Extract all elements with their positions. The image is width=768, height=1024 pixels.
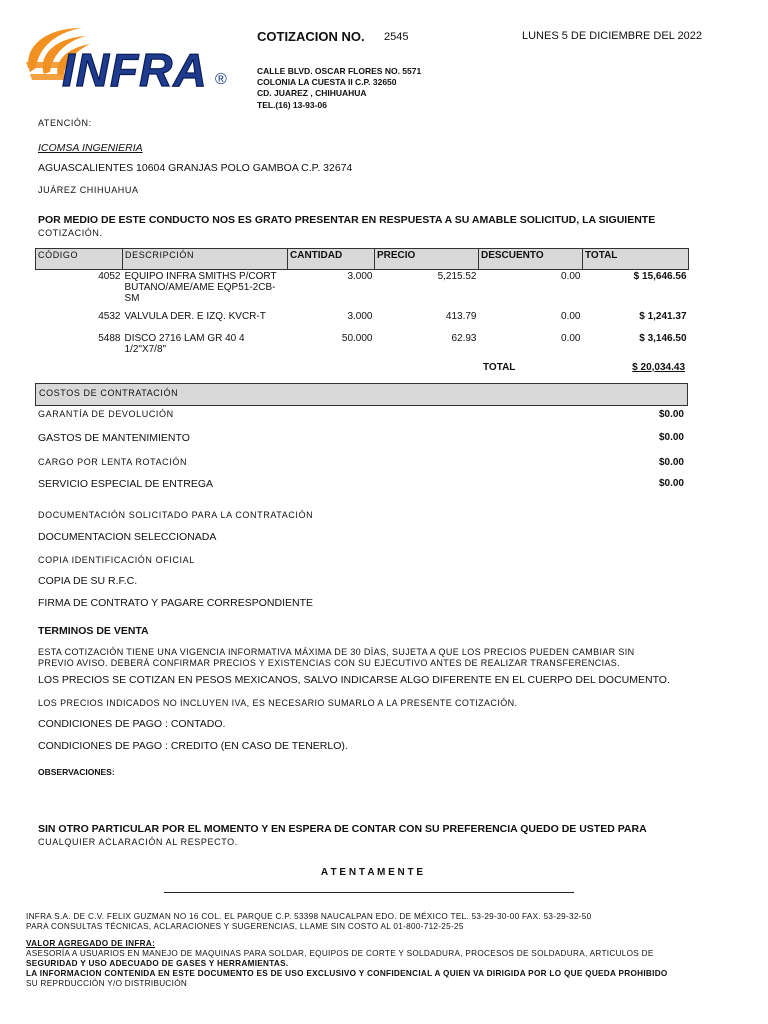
footer-contact: PARA CONSULTAS TÉCNICAS, ACLARACIONES Y SUGERENCIAS, LLAME SIN COSTO AL 01-800-712-25-25 xyxy=(26,922,464,931)
cost-value: $0.00 xyxy=(658,409,684,420)
branch-address xyxy=(257,66,421,111)
item-discount: 0.00 xyxy=(561,310,581,322)
item-discount: 0.00 xyxy=(561,332,581,344)
attention-label: ATENCIÓN: xyxy=(38,118,92,128)
col-header-price: PRECIO xyxy=(375,249,479,270)
col-header-quantity: CANTIDAD xyxy=(288,249,375,270)
cost-row xyxy=(38,409,684,423)
documentation-item: DOCUMENTACION SELECCIONADA xyxy=(38,531,217,543)
closing-line: SIN OTRO PARTICULAR POR EL MOMENTO Y EN ESPERA DE CONTAR CON SU PREFERENCIA QUEDO DE USTED PARA xyxy=(38,823,647,835)
col-header-total: TOTAL xyxy=(583,249,689,270)
col-header-description: DESCRIPCIÓN xyxy=(123,249,288,270)
item-discount: 0.00 xyxy=(561,271,581,282)
cost-row xyxy=(38,457,684,471)
item-code: 5488 xyxy=(98,332,121,344)
footer-value-title: VALOR AGREGADO DE INFRA: xyxy=(26,939,156,948)
documentation-item: FIRMA DE CONTRATO Y PAGARE CORRESPONDIENTE xyxy=(38,597,313,609)
cost-label: SERVICIO ESPECIAL DE ENTREGA xyxy=(38,478,214,490)
terms-title: TERMINOS DE VENTA xyxy=(38,625,149,637)
cost-label: GASTOS DE MANTENIMIENTO xyxy=(38,432,190,444)
footer-confidential: LA INFORMACION CONTENIDA EN ESTE DOCUMENTO ES DE USO EXCLUSIVO Y CONFIDENCIAL A QUIEN VA DIRIGIDA POR LO QUE QUEDA PROHIBIDO xyxy=(26,969,668,978)
client-company: ICOMSA INGENIERIA xyxy=(38,142,143,154)
item-quantity: 50.000 xyxy=(341,332,373,344)
grand-total-label: TOTAL xyxy=(483,362,516,373)
cost-value: $0.00 xyxy=(658,478,684,489)
footer-company: INFRA S.A. DE C.V. FELIX GUZMAN NO 16 COL. EL PARQUE C.P. 53398 NAUCALPAN EDO. DE MÉXICO TEL. 53-29-30-00 FAX. 53-29-32-50 xyxy=(26,912,592,921)
terms-validity-line: ESTA COTIZACIÓN TIENE UNA VIGENCIA INFORMATIVA MÁXIMA DE 30 DÌAS, SUJETA A QUE LOS PRECIOS PUEDEN CAMBIAR SIN xyxy=(38,647,635,657)
item-description: VALVULA DER. E IZQ. KVCR-T xyxy=(124,310,266,322)
col-header-code: CÓDIGO xyxy=(36,249,123,270)
observations-label: OBSERVACIONES: xyxy=(38,767,115,777)
cost-value: $0.00 xyxy=(658,457,684,468)
items-table xyxy=(35,248,689,356)
quote-date: LUNES 5 DE DICIEMBRE DEL 2022 xyxy=(522,30,702,42)
cost-label: GARANTÍA DE DEVOLUCIÓN xyxy=(38,409,174,419)
item-price: 5,215.52 xyxy=(437,271,477,282)
documentation-title: DOCUMENTACIÓN SOLICITADO PARA LA CONTRATACIÓN xyxy=(38,510,314,520)
table-row xyxy=(36,310,689,332)
item-total: $ 15,646.56 xyxy=(633,271,687,282)
payment-cash: CONDICIONES DE PAGO : CONTADO. xyxy=(38,718,226,730)
address-line: COLONIA LA CUESTA II C.P. 32650 xyxy=(257,77,397,88)
grand-total-value: $ 20,034.43 xyxy=(632,362,685,373)
client-address: AGUASCALIENTES 10604 GRANJAS POLO GAMBOA C.P. 32674 xyxy=(38,162,353,174)
cost-row xyxy=(38,432,684,446)
item-price: 62.93 xyxy=(451,332,477,344)
address-line: CALLE BLVD. OSCAR FLORES NO. 5571 xyxy=(257,66,422,76)
cost-value: $0.00 xyxy=(658,432,684,443)
terms-validity-line: PREVIO AVISO. DEBERÁ CONFIRMAR PRECIOS Y EXISTENCIAS CON SU EJECUTIVO ANTES DE REALIZAR TRANSFERENCIAS. xyxy=(38,658,620,668)
table-header-row xyxy=(36,249,689,270)
intro-line: POR MEDIO DE ESTE CONDUCTO NOS ES GRATO PRESENTAR EN RESPUESTA A SU AMABLE SOLICITUD, LA SIGUIENTE xyxy=(38,214,656,226)
costs-header-label: COSTOS DE CONTRATACIÓN xyxy=(39,388,179,398)
item-description: EQUIPO INFRA SMITHS P/CORT BUTANO/AME/AME EQP51-2CB-SM xyxy=(124,271,277,304)
item-total: $ 1,241.37 xyxy=(639,310,687,322)
client-city: JUÁREZ CHIHUAHUA xyxy=(38,185,139,195)
table-row xyxy=(36,270,689,310)
item-code: 4052 xyxy=(98,271,121,282)
terms-iva: LOS PRECIOS INDICADOS NO INCLUYEN IVA, ES NECESARIO SUMARLO A LA PRESENTE COTIZACIÓN. xyxy=(38,698,518,708)
costs-header xyxy=(35,383,688,406)
payment-credit: CONDICIONES DE PAGO : CREDITO (EN CASO DE TENERLO). xyxy=(38,740,348,752)
cost-row xyxy=(38,478,684,492)
item-price: 413.79 xyxy=(445,310,477,322)
quote-number: 2545 xyxy=(384,31,409,43)
quote-title: COTIZACION NO. xyxy=(257,29,365,44)
infra-logo xyxy=(22,22,237,102)
regards: A T E N T A M E N T E xyxy=(320,867,424,878)
table-row xyxy=(36,332,689,356)
address-line: CD. JUAREZ , CHIHUAHUA xyxy=(257,88,367,99)
col-header-discount: DESCUENTO xyxy=(479,249,583,270)
terms-currency: LOS PRECIOS SE COTIZAN EN PESOS MEXICANOS, SALVO INDICARSE ALGO DIFERENTE EN EL CUERPO DEL DOCUMENTO. xyxy=(38,674,670,686)
item-code: 4532 xyxy=(98,310,121,322)
footer-confidential-2: SU REPRDUCCIÓN Y/O DISTRIBUCIÓN xyxy=(26,979,188,988)
logo-wordmark: INFRA xyxy=(62,44,208,96)
address-line: TEL.(16) 13-93-06 xyxy=(257,99,327,110)
item-description: DISCO 2716 LAM GR 40 4 1/2"X7/8" xyxy=(124,332,245,355)
intro-line-2: COTIZACIÓN. xyxy=(38,228,103,238)
registered-mark: ® xyxy=(215,71,227,88)
item-quantity: 3.000 xyxy=(347,271,373,282)
signature-line xyxy=(164,892,574,893)
item-quantity: 3.000 xyxy=(347,310,373,322)
item-total: $ 3,146.50 xyxy=(639,332,687,344)
footer-value-line: ASESORÍA A USUARIOS EN MANEJO DE MAQUINAS PARA SOLDAR, EQUIPOS DE CORTE Y SOLDADURA, PROCESOS DE SOLDADURA, ARTICULOS DE xyxy=(26,949,654,958)
documentation-item: COPIA DE SU R.F.C. xyxy=(38,575,138,587)
closing-line-2: CUALQUIER ACLARACIÓN AL RESPECTO. xyxy=(38,837,238,847)
documentation-item: COPIA IDENTIFICACIÓN OFICIAL xyxy=(38,555,195,565)
cost-label: CARGO POR LENTA ROTACIÓN xyxy=(38,457,188,467)
footer-value-line-2: SEGURIDAD Y USO ADECUADO DE GASES Y HERRAMIENTAS. xyxy=(26,959,289,968)
